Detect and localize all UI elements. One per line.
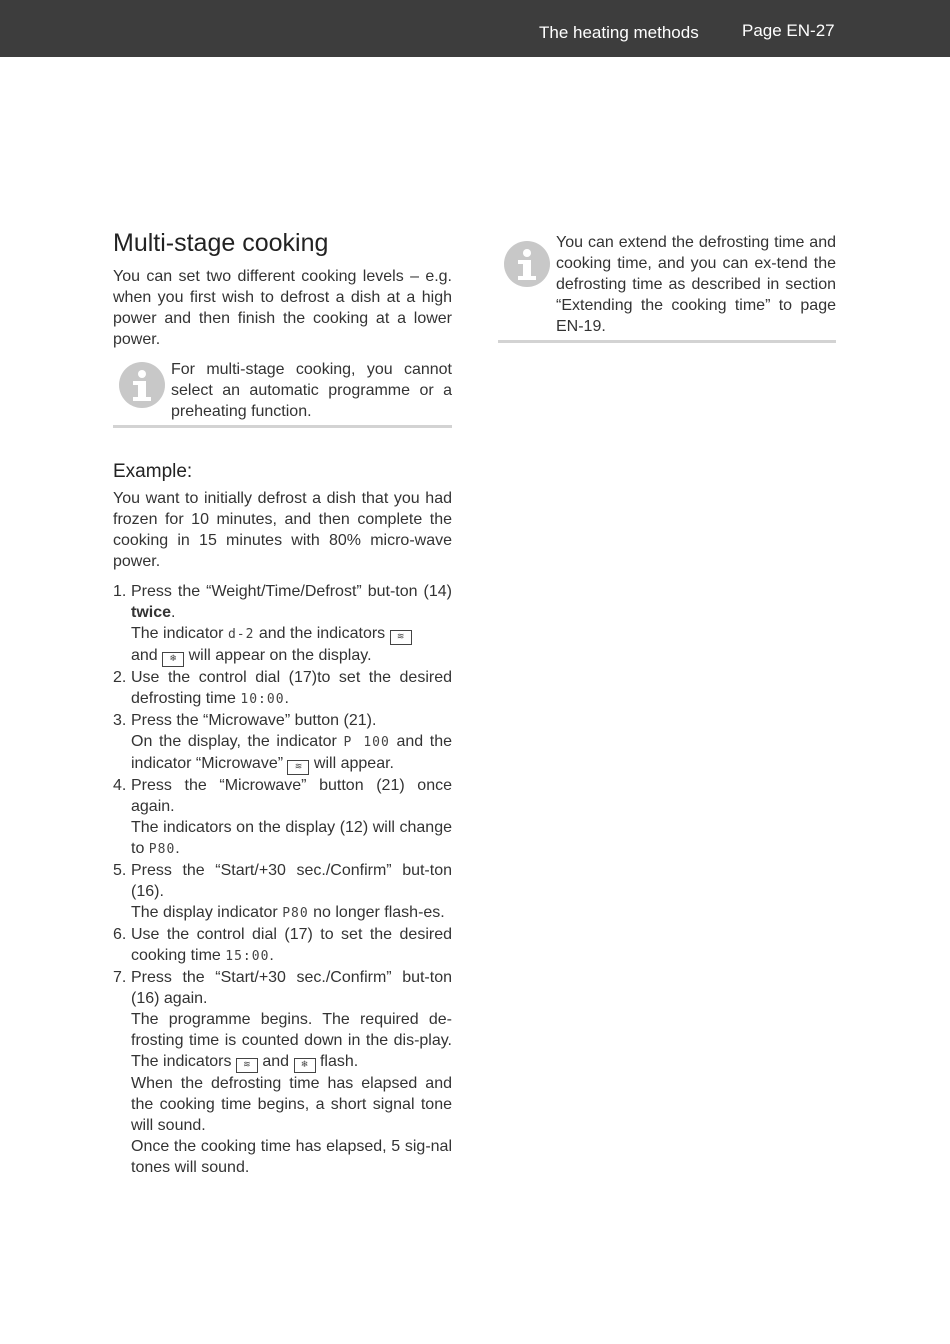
example-heading: Example: bbox=[113, 461, 193, 482]
header-section-title: The heating methods bbox=[539, 23, 699, 42]
list-item: 6. Use the control dial (17) to set the desired cooking time 15:00. bbox=[113, 926, 452, 964]
info-note-text: You can extend the defrosting time and cooking time, and you can ex-tend the defrosting time as described in section “Extending the cooking time” to page EN-19. bbox=[556, 234, 836, 335]
info-note bbox=[113, 359, 452, 428]
header-page-number: Page EN-27 bbox=[742, 21, 835, 40]
left-column bbox=[113, 228, 452, 1178]
page-header bbox=[0, 0, 950, 57]
list-item: 5. Press the “Start/+30 sec./Confirm” but-ton (16). The display indicator P80 no longer flash-es. bbox=[113, 862, 452, 921]
display-indicator: P 100 bbox=[343, 735, 390, 750]
list-item: 3. Press the “Microwave” button (21). On the display, the indicator P 100 and the indicator “Microwave” ≋ will appear. bbox=[113, 710, 452, 775]
display-indicator: d-2 bbox=[227, 627, 255, 642]
example-paragraph: You want to initially defrost a dish that you had frozen for 10 minutes, and then complete the cooking in 15 minutes with 80% micro-wave power. bbox=[113, 490, 452, 570]
display-indicator: P80 bbox=[148, 842, 176, 857]
list-item: 7. Press the “Start/+30 sec./Confirm” but-ton (16) again. The programme begins. The required de-frosting time is counted down in the dis-play. The indicators ≋ and ❄ flash. When the defrosting time has elapsed and the cooking time begins, a short signal tone will sound. Once the cooking time has elapsed, 5 sig-nal tones will sound. bbox=[113, 969, 452, 1176]
section-title: Multi-stage cooking bbox=[113, 229, 329, 257]
microwave-symbol-icon: ≋ bbox=[287, 760, 309, 775]
right-column bbox=[498, 232, 836, 343]
steps-list bbox=[113, 581, 452, 1178]
display-indicator: 10:00 bbox=[240, 692, 285, 707]
list-item: 1. Press the “Weight/Time/Defrost” but-ton (14) twice. The indicator d-2 and the indicators ≋ and ❄ will appear on the display. bbox=[113, 581, 452, 667]
list-item: 4. Press the “Microwave” button (21) once again. The indicators on the display (12) will change to P80. bbox=[113, 777, 452, 857]
intro-paragraph: You can set two different cooking levels – e.g. when you first wish to defrost a dish at a high power and then finish the cooking at a lower power. bbox=[113, 268, 452, 348]
list-item: 2. Use the control dial (17)to set the desired defrosting time 10:00. bbox=[113, 669, 452, 707]
info-icon bbox=[504, 241, 550, 287]
info-icon bbox=[119, 362, 165, 408]
display-indicator: 15:00 bbox=[225, 949, 270, 964]
microwave-symbol-icon: ≋ bbox=[236, 1058, 258, 1073]
display-indicator: P80 bbox=[282, 906, 309, 921]
microwave-symbol-icon: ≋ bbox=[390, 630, 412, 645]
info-note bbox=[498, 232, 836, 343]
defrost-symbol-icon: ❄ bbox=[294, 1058, 316, 1073]
info-note-text: For multi-stage cooking, you cannot select an automatic programme or a preheating function. bbox=[171, 361, 452, 420]
defrost-symbol-icon: ❄ bbox=[162, 652, 184, 667]
